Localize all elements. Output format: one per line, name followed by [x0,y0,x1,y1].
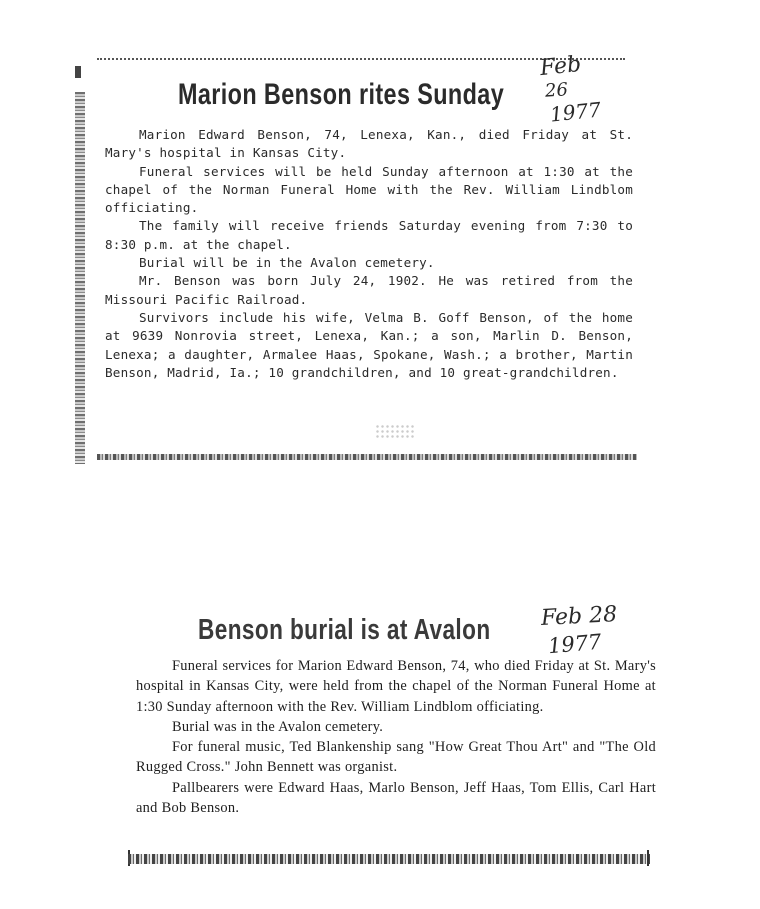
clipping-edge-tick [647,850,649,866]
paragraph: Burial will be in the Avalon cemetery. [139,255,435,271]
paragraph: Funeral services will be held Sunday afternoon at 1:30 at the chapel of the Norman Funeral Home with the Rev. William Lindblom officiating. [105,163,633,216]
article-body [105,126,633,382]
handwritten-date-day: 26 [544,79,569,102]
paragraph: Pallbearers were Edward Haas, Marlo Benson, Jeff Haas, Tom Ellis, Carl Hart and Bob Benson. [136,779,656,817]
article-body [136,656,656,818]
headline: Marion Benson rites Sunday [178,78,505,111]
clipping-bottom-edge [128,854,650,864]
clipping-edge-mark [75,66,81,78]
paragraph: For funeral music, Ted Blankenship sang "How Great Thou Art" and "The Old Rugged Cross." John Bennett was organist. [136,739,656,776]
paragraph: Survivors include his wife, Velma B. Goff Benson, of the home at 9639 Nonrovia street, Lenexa, Kan.; a son, Marlin D. Benson, Lenexa; a daughter, Armalee Haas, Spokane, Wash.; a brother, Martin Benson, Madrid, Ia.; 10 grandchildren, and 10 great-grandchildren. [105,309,633,380]
clipping-bottom-edge [97,454,637,460]
handwritten-date-month: Feb [538,51,583,82]
headline: Benson burial is at Avalon [198,614,491,646]
paragraph: Funeral services for Marion Edward Benson, 74, who died Friday at St. Mary's hospital in Kansas City, were held from the chapel of the Norman Funeral Home at 1:30 Sunday afternoon with the Rev. William Lindblom officiating. [136,658,656,715]
handwritten-date-year: 1977 [547,629,603,659]
paragraph: Marion Edward Benson, 74, Lenexa, Kan., died Friday at St. Mary's hospital in Kansas City. [105,127,633,161]
paragraph: Mr. Benson was born July 24, 1902. He was retired from the Missouri Pacific Railroad. [105,273,633,307]
scan-speckle [375,424,415,438]
burial-clipping [128,598,658,888]
paragraph: Burial was in the Avalon cemetery. [172,718,384,735]
obituary-clipping [75,44,645,464]
clipping-left-edge [75,92,85,464]
handwritten-date-year: 1977 [548,97,603,127]
paragraph: The family will receive friends Saturday evening from 7:30 to 8:30 p.m. at the chapel. [105,218,633,252]
handwritten-date-day: Feb 28 [540,602,618,631]
